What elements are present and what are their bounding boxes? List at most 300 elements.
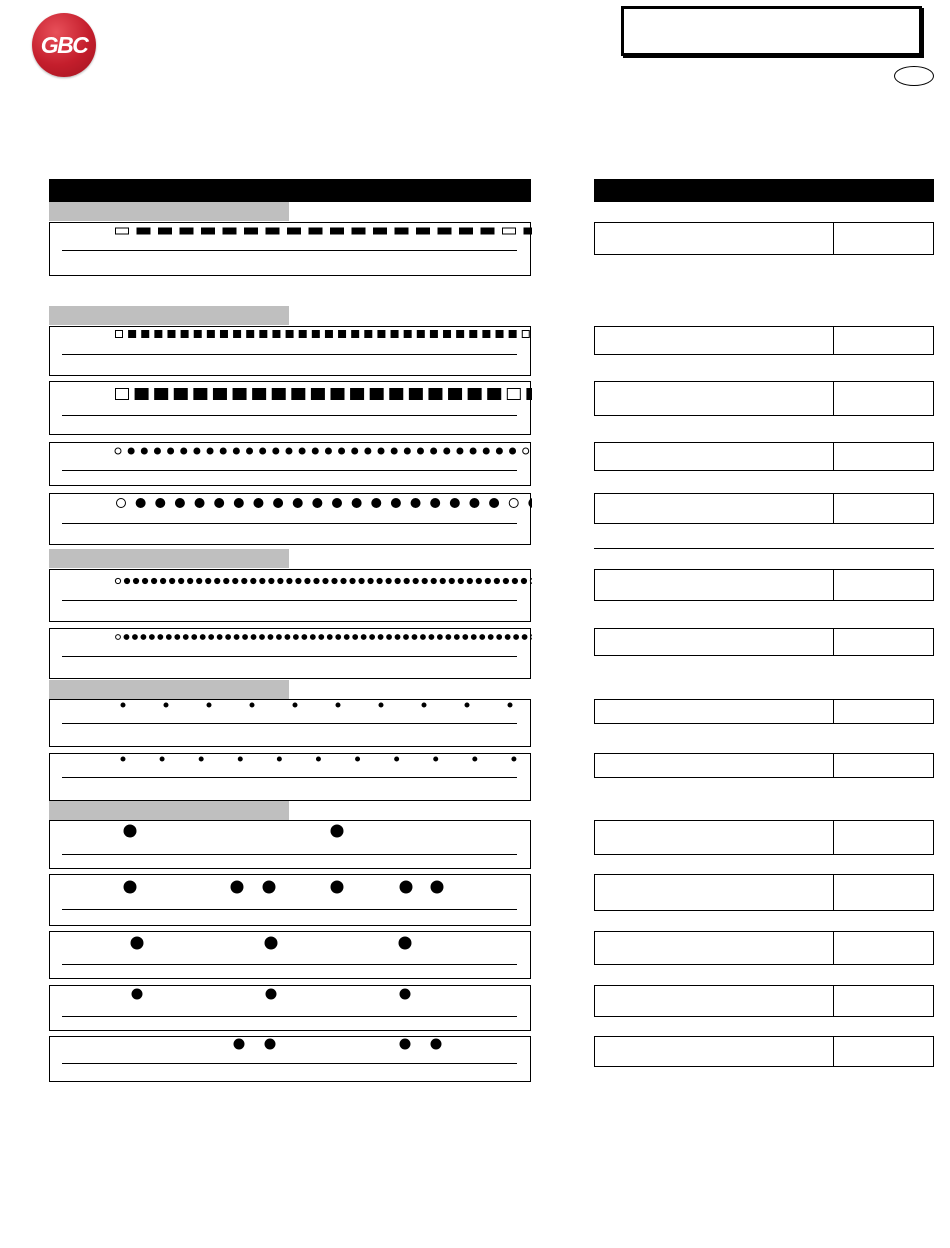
punch-pattern-box — [49, 753, 531, 801]
punch-hole-mark — [286, 448, 292, 454]
punch-hole-mark — [463, 635, 468, 640]
punch-hole-mark — [350, 578, 355, 583]
open-hole-mark — [507, 389, 520, 400]
punch-hole-mark — [292, 389, 305, 400]
punch-hole-mark — [238, 757, 242, 761]
section-label-bar — [49, 306, 289, 325]
baseline — [62, 723, 517, 724]
punch-hole-mark — [470, 448, 476, 454]
punch-hole-mark — [245, 228, 258, 234]
punch-pattern-box — [49, 699, 531, 747]
punch-hole-mark — [319, 635, 324, 640]
spec-description — [595, 875, 834, 910]
spec-description — [595, 443, 834, 470]
punch-hole-mark — [353, 635, 358, 640]
square-large-pattern — [50, 382, 532, 436]
punch-hole-mark — [124, 635, 129, 640]
punch-hole-mark — [356, 757, 360, 761]
spec-row — [594, 569, 934, 601]
punch-pattern-box — [49, 931, 531, 979]
punch-hole-mark — [194, 389, 207, 400]
punch-hole-mark — [446, 635, 451, 640]
punch-hole-mark — [285, 635, 290, 640]
punch-hole-mark — [365, 331, 372, 338]
punch-hole-mark — [481, 228, 494, 234]
punch-hole-mark — [175, 635, 180, 640]
punch-hole-mark — [399, 937, 411, 949]
language-oval-badge — [894, 66, 934, 86]
spec-description — [595, 932, 834, 964]
punch-hole-mark — [372, 499, 381, 508]
baseline — [62, 354, 517, 355]
open-hole-mark — [116, 331, 123, 338]
dot-11-pattern — [50, 700, 532, 748]
logo-text: GBC — [40, 31, 88, 58]
punch-hole-mark — [470, 499, 479, 508]
punch-hole-mark — [527, 389, 532, 400]
spec-row — [594, 931, 934, 965]
punch-hole-mark — [215, 499, 224, 508]
punch-hole-mark — [154, 448, 160, 454]
punch-hole-mark — [312, 331, 319, 338]
punch-hole-mark — [494, 578, 499, 583]
punch-pattern-box — [49, 493, 531, 545]
punch-hole-mark — [444, 448, 450, 454]
punch-hole-mark — [431, 578, 436, 583]
section-label-bar — [49, 202, 289, 221]
punch-hole-mark — [151, 578, 156, 583]
spec-value — [834, 494, 933, 523]
punch-hole-mark — [268, 635, 273, 640]
punch-hole-mark — [274, 499, 283, 508]
punch-hole-mark — [149, 635, 154, 640]
punch-hole-mark — [129, 331, 136, 338]
punch-hole-mark — [141, 635, 146, 640]
punch-hole-mark — [488, 389, 501, 400]
punch-hole-mark — [135, 389, 148, 400]
punch-hole-mark — [254, 499, 263, 508]
punch-hole-mark — [404, 448, 410, 454]
punch-hole-mark — [234, 1039, 244, 1049]
punch-hole-mark — [133, 635, 138, 640]
punch-hole-mark — [395, 757, 399, 761]
punch-hole-mark — [234, 499, 243, 508]
punch-hole-mark — [174, 389, 187, 400]
punch-hole-mark — [336, 635, 341, 640]
punch-hole-mark — [378, 448, 384, 454]
baseline — [62, 523, 517, 524]
punch-hole-mark — [413, 578, 418, 583]
baseline — [62, 656, 517, 657]
open-hole-mark — [531, 635, 532, 640]
punch-hole-mark — [476, 578, 481, 583]
punch-hole-mark — [473, 757, 477, 761]
spec-description — [595, 754, 834, 777]
punch-hole-mark — [449, 389, 462, 400]
spec-value — [834, 327, 933, 354]
punch-hole-mark — [137, 228, 150, 234]
spec-description — [595, 821, 834, 854]
punch-hole-mark — [404, 578, 409, 583]
baseline — [62, 1063, 517, 1064]
punch-hole-mark — [166, 635, 171, 640]
punch-hole-mark — [197, 578, 202, 583]
punch-hole-mark — [483, 448, 489, 454]
punch-hole-mark — [288, 228, 301, 234]
punch-hole-mark — [444, 331, 451, 338]
spec-row — [594, 874, 934, 911]
punch-hole-mark — [220, 448, 226, 454]
baseline — [62, 1016, 517, 1017]
punch-hole-mark — [313, 499, 322, 508]
punch-hole-mark — [460, 228, 473, 234]
spec-description — [595, 494, 834, 523]
punch-hole-mark — [512, 578, 517, 583]
punch-hole-mark — [341, 578, 346, 583]
dot-12-pattern — [50, 754, 532, 802]
spec-row — [594, 326, 934, 355]
punch-hole-mark — [336, 703, 340, 707]
open-hole-mark — [116, 228, 129, 234]
punch-hole-mark — [179, 578, 184, 583]
open-hole-mark — [522, 331, 529, 338]
punch-hole-mark — [128, 448, 134, 454]
left-column-header-bar — [49, 179, 531, 202]
section-label-bar — [49, 549, 289, 568]
punch-hole-mark — [457, 331, 464, 338]
punch-pattern-box — [49, 985, 531, 1031]
punch-hole-mark — [449, 578, 454, 583]
punch-hole-mark — [194, 331, 201, 338]
spec-row — [594, 493, 934, 524]
punch-hole-mark — [234, 331, 241, 338]
section-divider — [594, 548, 934, 549]
punch-hole-mark — [497, 635, 502, 640]
punch-pattern-box — [49, 442, 531, 486]
punch-hole-mark — [331, 881, 343, 893]
spec-description — [595, 1037, 834, 1066]
punch-hole-mark — [431, 1039, 441, 1049]
punch-hole-mark — [121, 757, 125, 761]
punch-hole-mark — [490, 499, 499, 508]
circle-extrafine-pattern — [50, 629, 532, 680]
right-column-header-bar — [594, 179, 934, 202]
punch-hole-mark — [260, 448, 266, 454]
punch-hole-mark — [327, 635, 332, 640]
punch-hole-mark — [234, 635, 239, 640]
punch-hole-mark — [510, 448, 516, 454]
circle-large-pattern — [50, 494, 532, 546]
punch-hole-mark — [277, 635, 282, 640]
punch-hole-mark — [183, 635, 188, 640]
punch-hole-mark — [293, 635, 298, 640]
open-hole-mark — [530, 578, 532, 583]
punch-hole-mark — [233, 389, 246, 400]
punch-hole-mark — [299, 448, 305, 454]
punch-hole-mark — [206, 578, 211, 583]
punch-hole-mark — [224, 578, 229, 583]
spec-value — [834, 570, 933, 600]
open-hole-mark — [115, 448, 121, 454]
punch-hole-mark — [365, 448, 371, 454]
punch-hole-mark — [422, 578, 427, 583]
spec-row — [594, 442, 934, 471]
open-hole-mark — [116, 635, 121, 640]
punch-hole-mark — [457, 448, 463, 454]
punch-hole-mark — [265, 937, 277, 949]
punch-hole-mark — [251, 635, 256, 640]
punch-hole-mark — [454, 635, 459, 640]
gbc-logo — [32, 13, 96, 77]
punch-hole-mark — [503, 578, 508, 583]
punch-hole-mark — [400, 1039, 410, 1049]
punch-hole-mark — [377, 578, 382, 583]
punch-hole-mark — [529, 499, 532, 508]
punch-hole-mark — [209, 635, 214, 640]
punch-hole-mark — [391, 499, 400, 508]
punch-hole-mark — [514, 635, 519, 640]
punch-hole-mark — [368, 578, 373, 583]
punch-hole-mark — [465, 703, 469, 707]
punch-hole-mark — [141, 448, 147, 454]
baseline — [62, 964, 517, 965]
spec-description — [595, 570, 834, 600]
punch-hole-mark — [508, 703, 512, 707]
punch-hole-mark — [199, 757, 203, 761]
open-hole-mark — [503, 228, 516, 234]
punch-hole-mark — [400, 881, 412, 893]
punch-hole-mark — [352, 448, 358, 454]
punch-pattern-box — [49, 222, 531, 276]
punch-hole-mark — [159, 228, 172, 234]
punch-hole-mark — [370, 389, 383, 400]
punch-hole-mark — [409, 389, 422, 400]
punch-hole-mark — [522, 635, 527, 640]
punch-hole-mark — [142, 331, 149, 338]
spec-description — [595, 629, 834, 655]
punch-hole-mark — [278, 578, 283, 583]
punch-hole-mark — [470, 331, 477, 338]
title-box — [621, 6, 922, 56]
spec-description — [595, 700, 834, 723]
punch-hole-mark — [434, 757, 438, 761]
punch-hole-mark — [417, 448, 423, 454]
punch-hole-mark — [260, 578, 265, 583]
punch-hole-mark — [305, 578, 310, 583]
punch-hole-mark — [438, 228, 451, 234]
punch-hole-mark — [339, 331, 346, 338]
punch-hole-mark — [512, 757, 516, 761]
spec-row — [594, 628, 934, 656]
spec-value — [834, 754, 933, 777]
punch-hole-mark — [344, 635, 349, 640]
punch-hole-mark — [202, 228, 215, 234]
baseline — [62, 909, 517, 910]
punch-hole-mark — [273, 448, 279, 454]
spec-value — [834, 223, 933, 254]
punch-hole-mark — [260, 331, 267, 338]
baseline — [62, 250, 517, 251]
open-hole-mark — [523, 448, 529, 454]
punch-hole-mark — [231, 881, 243, 893]
punch-hole-mark — [266, 989, 276, 999]
punch-pattern-box — [49, 326, 531, 376]
punch-hole-mark — [386, 578, 391, 583]
punch-hole-mark — [233, 448, 239, 454]
punch-hole-mark — [421, 635, 426, 640]
punch-hole-mark — [422, 703, 426, 707]
punch-hole-mark — [505, 635, 510, 640]
punch-hole-mark — [361, 635, 366, 640]
baseline — [62, 600, 517, 601]
punch-hole-mark — [311, 389, 324, 400]
punch-hole-mark — [411, 499, 420, 508]
punch-hole-mark — [266, 228, 279, 234]
punch-hole-mark — [124, 578, 129, 583]
punch-hole-mark — [181, 448, 187, 454]
punch-hole-mark — [331, 228, 344, 234]
section-label-bar — [49, 801, 289, 820]
punch-hole-mark — [480, 635, 485, 640]
punch-hole-mark — [121, 703, 125, 707]
punch-hole-mark — [374, 228, 387, 234]
punch-hole-mark — [302, 635, 307, 640]
punch-hole-mark — [299, 331, 306, 338]
punch-hole-mark — [293, 499, 302, 508]
punch-hole-mark — [253, 389, 266, 400]
punch-hole-mark — [395, 635, 400, 640]
punch-hole-mark — [521, 578, 526, 583]
punch-hole-mark — [181, 331, 188, 338]
punch-hole-mark — [458, 578, 463, 583]
punch-hole-mark — [168, 331, 175, 338]
spec-description — [595, 223, 834, 254]
punch-hole-mark — [331, 389, 344, 400]
punch-hole-mark — [133, 578, 138, 583]
punch-hole-mark — [391, 448, 397, 454]
punch-hole-mark — [220, 331, 227, 338]
spec-value — [834, 986, 933, 1016]
punch-hole-mark — [524, 228, 532, 234]
punch-hole-mark — [351, 389, 364, 400]
punch-hole-mark — [404, 331, 411, 338]
punch-hole-mark — [471, 635, 476, 640]
punch-hole-mark — [192, 635, 197, 640]
punch-hole-mark — [243, 635, 248, 640]
punch-hole-mark — [272, 389, 285, 400]
punch-hole-mark — [142, 578, 147, 583]
spec-value — [834, 875, 933, 910]
four-hole-small-pattern — [50, 986, 532, 1032]
spec-row — [594, 381, 934, 416]
punch-hole-mark — [352, 331, 359, 338]
punch-hole-mark — [437, 635, 442, 640]
punch-hole-mark — [332, 578, 337, 583]
punch-pattern-box — [49, 1036, 531, 1082]
punch-hole-mark — [391, 331, 398, 338]
punch-hole-mark — [195, 499, 204, 508]
punch-hole-mark — [387, 635, 392, 640]
punch-hole-mark — [175, 499, 184, 508]
baseline — [62, 470, 517, 471]
punch-hole-mark — [160, 757, 164, 761]
punch-hole-mark — [417, 331, 424, 338]
punch-hole-mark — [273, 331, 280, 338]
punch-hole-mark — [488, 635, 493, 640]
punch-hole-mark — [468, 389, 481, 400]
punch-hole-mark — [430, 331, 437, 338]
punch-hole-mark — [223, 228, 236, 234]
punch-hole-mark — [247, 448, 253, 454]
punch-hole-mark — [155, 389, 168, 400]
spec-row — [594, 820, 934, 855]
punch-hole-mark — [265, 1039, 275, 1049]
punch-hole-mark — [467, 578, 472, 583]
punch-hole-mark — [200, 635, 205, 640]
punch-hole-mark — [314, 578, 319, 583]
punch-hole-mark — [483, 331, 490, 338]
punch-pattern-box — [49, 381, 531, 435]
punch-hole-mark — [269, 578, 274, 583]
punch-hole-mark — [156, 499, 165, 508]
punch-hole-mark — [277, 757, 281, 761]
four-hole-large-pattern — [50, 932, 532, 980]
punch-hole-mark — [496, 331, 503, 338]
circle-small-pattern — [50, 443, 532, 487]
punch-hole-mark — [155, 331, 162, 338]
punch-hole-mark — [352, 499, 361, 508]
baseline — [62, 777, 517, 778]
punch-hole-mark — [250, 703, 254, 707]
punch-hole-mark — [207, 448, 213, 454]
punch-hole-mark — [431, 448, 437, 454]
punch-hole-mark — [509, 331, 516, 338]
spec-description — [595, 382, 834, 415]
punch-hole-mark — [325, 331, 332, 338]
punch-hole-mark — [164, 703, 168, 707]
punch-hole-mark — [207, 703, 211, 707]
spec-value — [834, 629, 933, 655]
punch-hole-mark — [260, 635, 265, 640]
punch-hole-mark — [450, 499, 459, 508]
punch-hole-mark — [333, 499, 342, 508]
punch-hole-mark — [161, 578, 166, 583]
spec-row — [594, 699, 934, 724]
punch-hole-mark — [431, 881, 443, 893]
punch-hole-mark — [412, 635, 417, 640]
spec-row — [594, 222, 934, 255]
punch-hole-mark — [440, 578, 445, 583]
punch-hole-mark — [136, 499, 145, 508]
punch-hole-mark — [370, 635, 375, 640]
punch-hole-mark — [286, 331, 293, 338]
three-hole-pattern — [50, 821, 532, 870]
punch-hole-mark — [287, 578, 292, 583]
punch-hole-mark — [417, 228, 430, 234]
punch-hole-mark — [395, 228, 408, 234]
circle-fine-pattern — [50, 570, 532, 623]
punch-pattern-box — [49, 874, 531, 926]
section-label-bar — [49, 680, 289, 699]
spec-value — [834, 700, 933, 723]
punch-hole-mark — [323, 578, 328, 583]
punch-hole-mark — [217, 635, 222, 640]
punch-pattern-box — [49, 569, 531, 622]
paired-hole-pattern — [50, 1037, 532, 1083]
punch-hole-mark — [124, 881, 136, 893]
punch-hole-mark — [247, 331, 254, 338]
punch-hole-mark — [378, 635, 383, 640]
